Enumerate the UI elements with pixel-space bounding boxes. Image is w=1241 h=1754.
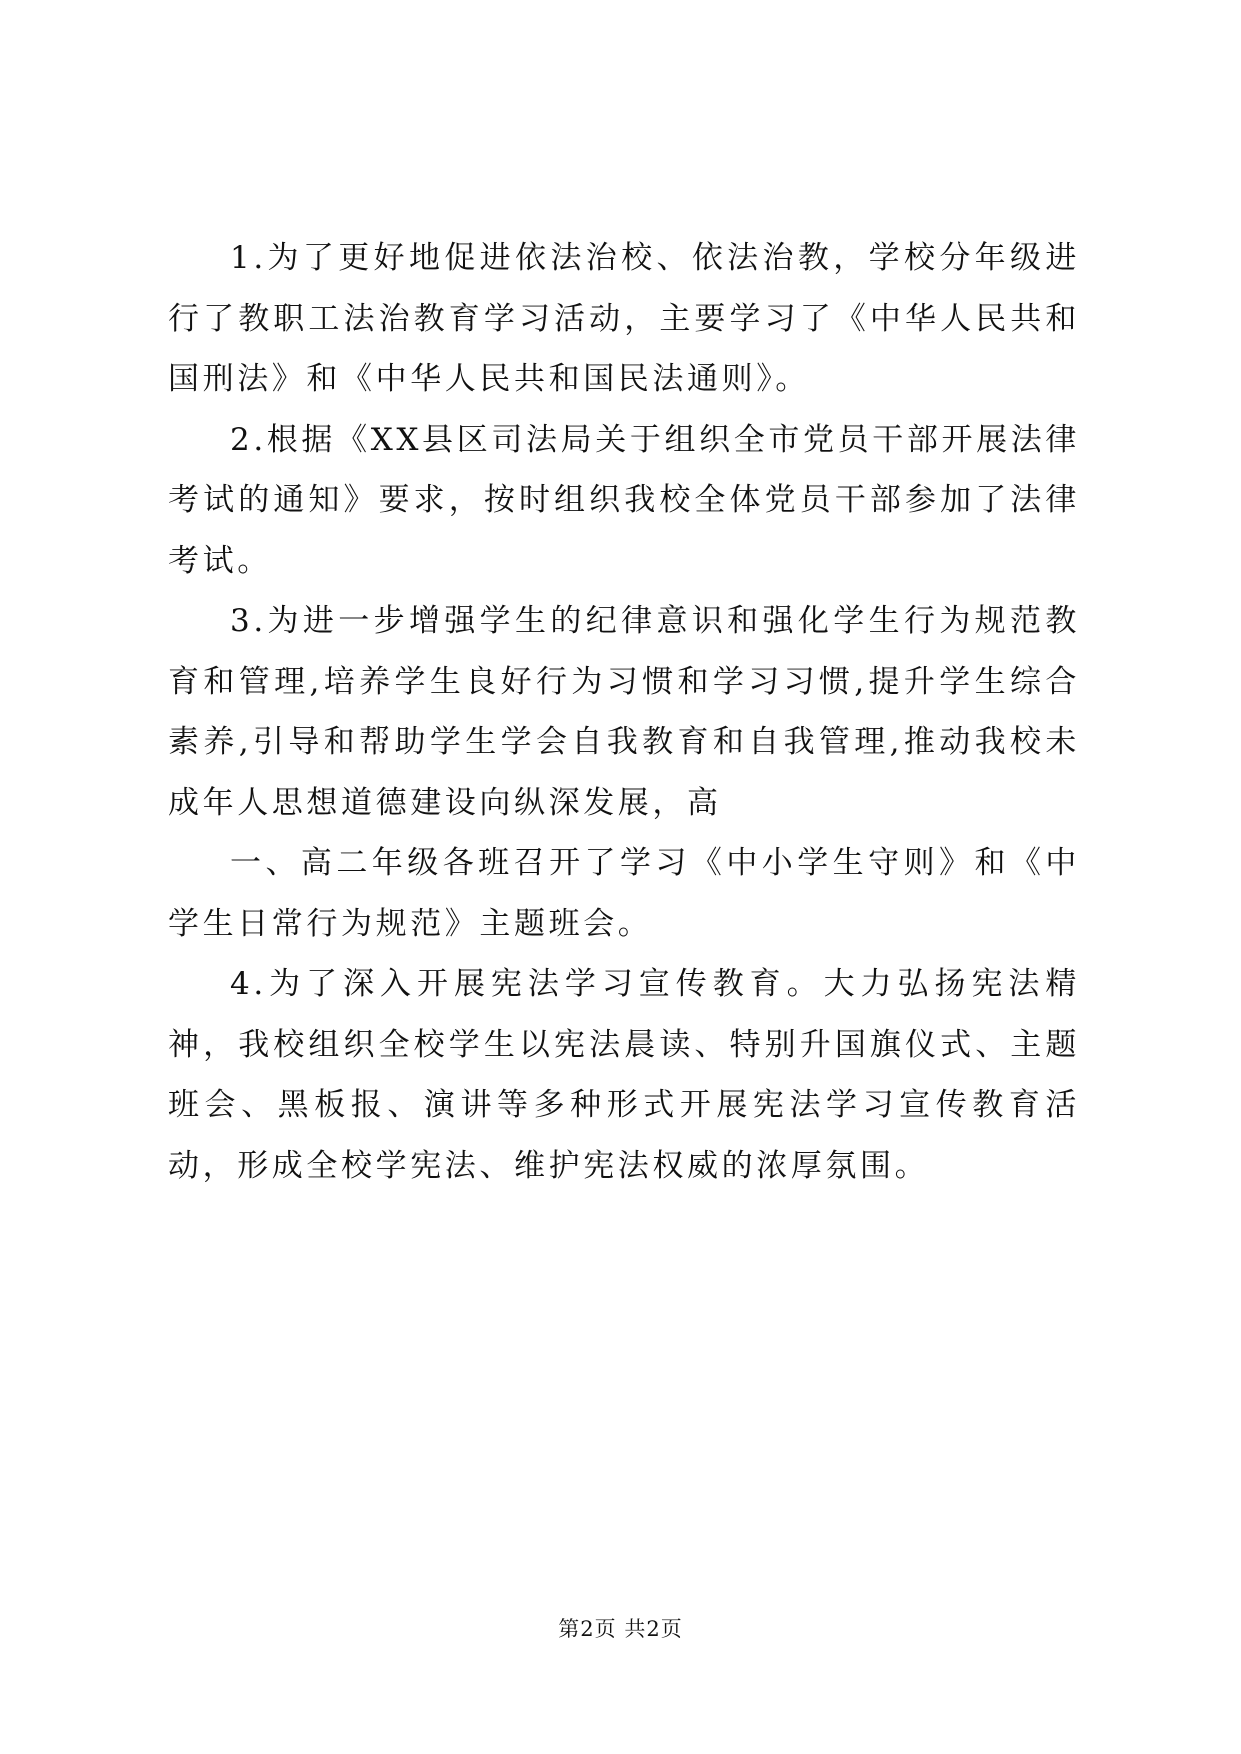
paragraph-1: 1.为了更好地促进依法治校、依法治教，学校分年级进行了教职工法治教育学习活动，主要学习了《中华人民共和国刑法》和《中华人民共和国民法通则》。: [168, 240, 1080, 397]
document-body: [168, 228, 1080, 1196]
paragraph-5: 4.为了深入开展宪法学习宣传教育。大力弘扬宪法精神，我校组织全校学生以宪法晨读、特别升国旗仪式、主题班会、黑板报、演讲等多种形式开展宪法学习宣传教育活动，形成全校学宪法、维护宪法权威的浓厚氛围。: [168, 966, 1080, 1184]
paragraph-3: 3.为进一步增强学生的纪律意识和强化学生行为规范教育和管理,培养学生良好行为习惯和学习习惯,提升学生综合素养,引导和帮助学生学会自我教育和自我管理,推动我校未成年人思想道德建设向纵深发展，高: [168, 603, 1080, 821]
paragraph-2: 2.根据《XX县区司法局关于组织全市党员干部开展法律考试的通知》要求，按时组织我校全体党员干部参加了法律考试。: [168, 421, 1080, 579]
paragraph-4: 一、高二年级各班召开了学习《中小学生守则》和《中学生日常行为规范》主题班会。: [168, 845, 1080, 942]
page-footer: 第2页 共2页: [558, 1617, 683, 1641]
